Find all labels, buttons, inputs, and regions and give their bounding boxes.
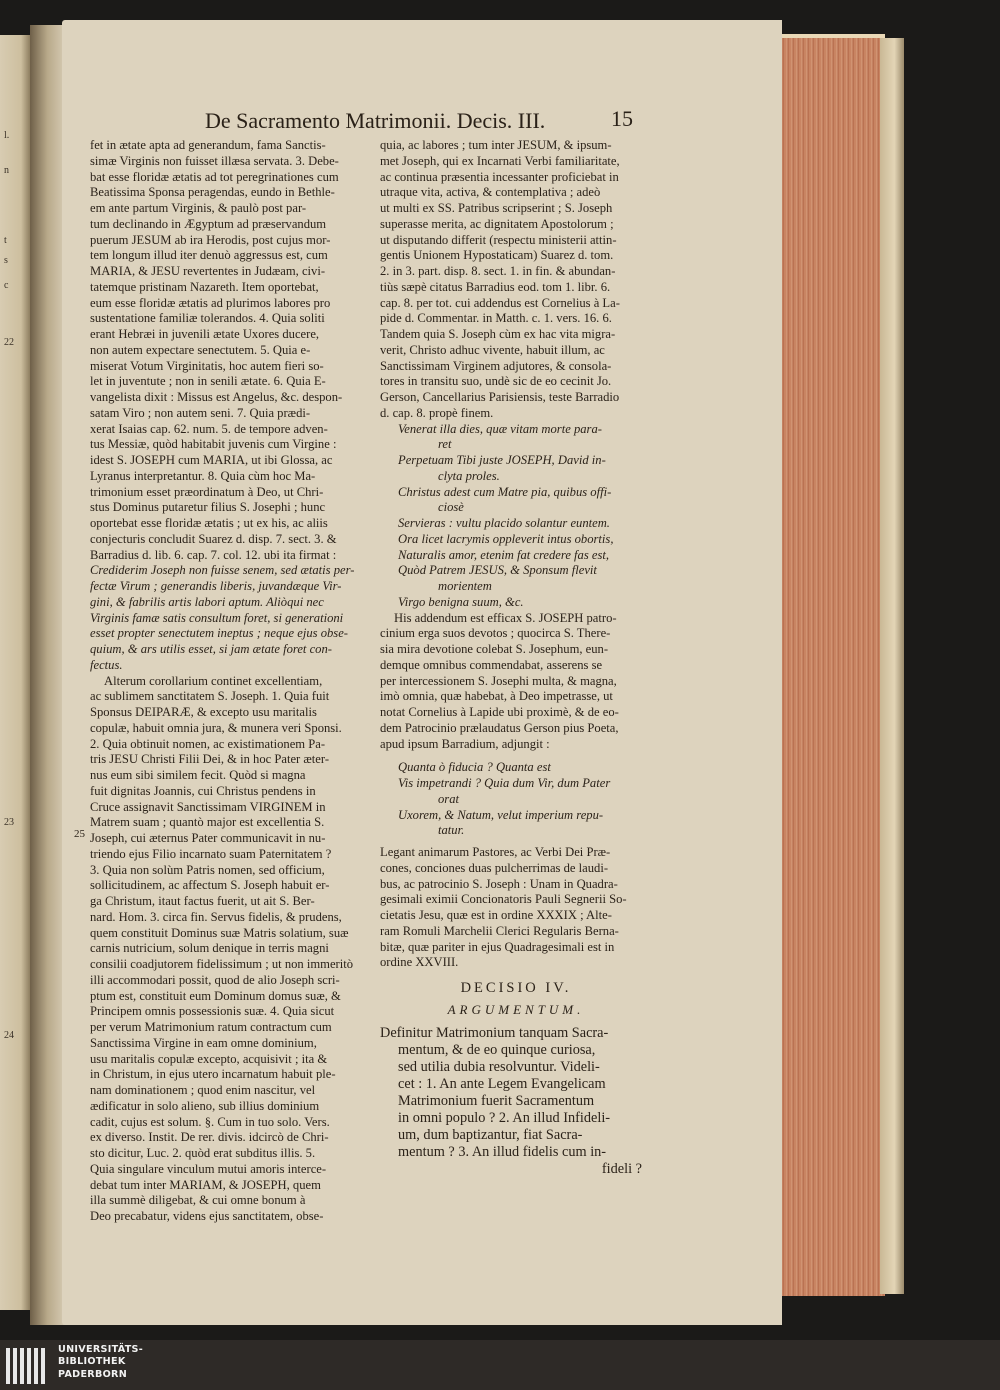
library-footer-bar — [0, 1340, 1000, 1390]
left-page-fragment — [0, 35, 30, 1310]
left-column-line: oportebat esse floridæ ætatis ; ut ex his, ac aliis — [90, 516, 328, 530]
left-column-line: ga Christum, itaut factus fuerit, ut ait S. Ber- — [90, 894, 315, 908]
left-column-line: carnis nutricium, solum denique in terris magni — [90, 941, 329, 956]
left-column-line: miserat Votum Virginitatis, hoc autem fieri so- — [90, 358, 324, 373]
right-column-prose-line: verit, Christo adhuc vivente, habuit illum, ac — [380, 342, 605, 357]
right-column-prose-line: 2. in 3. part. disp. 8. sect. 1. in fin. & abundan- — [380, 264, 616, 278]
right-column-prose-line: d. cap. 8. propè finem. — [380, 405, 494, 420]
right-column-prose-line: tiùs sæpè citatus Barradius eod. tom 1. libr. 6. — [380, 279, 611, 294]
poem-1-line: Servieras : vultu placido solantur euntem. — [398, 516, 610, 530]
left-column-line: fet in ætate apta ad generandum, fama Sanctis- — [90, 138, 326, 152]
poem-1-line: Naturalis amor, etenim fat credere fas est, — [398, 547, 610, 562]
left-column-line: MARIA, & JESU revertentes in Judæam, civi- — [90, 264, 326, 278]
left-margin-mark: s — [4, 255, 8, 266]
right-column-prose-3-line: ordine XXVIII. — [380, 955, 459, 970]
decisio-heading: DECISIO IV. — [460, 980, 572, 996]
left-column-line: copulæ, habuit omnia jura, & munera veri Sponsi. — [90, 720, 342, 735]
left-column-line: Deo precabatur, videns ejus sanctitatem, obse- — [90, 1209, 324, 1223]
poem-1-line: ciosè — [438, 500, 464, 515]
left-column-line: sollicitudinem, ac affectum S. Joseph habuit er- — [90, 878, 330, 893]
left-column-line: ex diverso. Instit. De rer. divis. idcircò de Chri- — [90, 1130, 329, 1145]
right-column-prose-line: cap. 8. per tot. cui addendus est Cornelius à La- — [380, 295, 620, 310]
left-column-line: nam dominationem ; quod enim nascitur, vel — [90, 1083, 316, 1097]
left-column-line: tem longum illud iter denuò aggressus est, cum — [90, 248, 328, 263]
right-column-prose-2-line: imò omnia, quæ habebat, à Deo impetrasse, ut — [380, 689, 613, 704]
right-column-prose-line: superasse merita, ac dignitatem Apostolorum ; — [380, 216, 614, 231]
left-column-line: 2. Quia obtinuit nomen, ac existimationem Pa- — [90, 736, 326, 751]
right-column-prose-line: Sanctissimam Virginem adjutores, & consola- — [380, 358, 612, 373]
right-column-prose-3-line: cones, conciones duas pulcherrimas de laudi- — [380, 860, 609, 875]
left-column-line: tus Messiæ, quòd habitabit juvenis cum Virgine : — [90, 437, 337, 452]
left-column-line: eum esse floridæ ætatis ad plurimos labores pro — [90, 295, 331, 310]
right-column-prose-2-line: notat Cornelius à Lapide ubi proximè, & de eo- — [380, 705, 619, 719]
left-column-line: esset propter senectutem ineptus ; neque ejus obse- — [90, 626, 348, 641]
left-column-line: vangelista dixit : Missus est Angelus, &c. despon- — [90, 390, 343, 404]
left-column-line: Quia singulare vinculum mutui amoris interce- — [90, 1161, 327, 1176]
left-column-line: per verum Matrimonium ratum contractum cum — [90, 1020, 332, 1034]
left-column-line: erant Hebræi in juvenili ætate Uxores ducere, — [90, 327, 320, 341]
left-column-line: xerat Isaias cap. 62. num. 5. de tempore adven- — [90, 421, 328, 436]
left-column-line: Sanctissima Virgine in eam omne dominium, — [90, 1035, 317, 1050]
argumentum-heading: ARGUMENTUM. — [447, 1002, 585, 1017]
left-column-line: stus Dominus putaretur filius S. Josephi ; hunc — [90, 500, 326, 515]
right-column-prose-line: ac continua præsentia incessanter proficiebat in — [380, 169, 619, 184]
left-column-line: bat esse floridæ ætatis ad tot peregrinationes cum — [90, 169, 339, 184]
left-column-line: conjecturis concludit Suarez d. disp. 7. sect. 3. & — [90, 531, 337, 546]
left-column-line: quem constituit Dominus suæ Matris solatium, suæ — [90, 925, 349, 940]
right-column-prose-3-line: gesimali eximii Concionatoris Pauli Segnerii So- — [380, 892, 627, 907]
left-column-line: Beatissima Sponsa peragendas, eundo in Bethle- — [90, 185, 335, 200]
left-column-line: ptum est, constituit eum Dominum domus suæ, & — [90, 988, 341, 1003]
right-column-prose-line: ut disputando differit (respectu ministerii attin- — [380, 232, 617, 247]
left-column-line: Crediderim Joseph non fuisse senem, sed ætatis per- — [90, 563, 355, 578]
left-column-line: ædificatur in solo alieno, sub illius dominium — [90, 1098, 320, 1113]
left-column-line: quium, & ars utilis esset, si jam ætate foret con- — [90, 642, 332, 656]
argumentum-text-line: in omni populo ? 2. An illud Infideli- — [398, 1110, 611, 1126]
right-column-prose-line: met Joseph, qui ex Incarnati Verbi familiaritate, — [380, 153, 620, 168]
argumentum-text-line: Definitur Matrimonium tanquam Sacra- — [380, 1025, 609, 1041]
poem-1-line: Ora licet lacrymis oppleverit intus obortis, — [398, 531, 614, 546]
poem-1-line: clyta proles. — [438, 468, 500, 483]
left-column-line: usu maritalis copulæ excepto, acquisivit ; ita & — [90, 1051, 328, 1066]
right-column-prose-line: utraque vita, activa, & contemplativa ; adeò — [380, 185, 601, 200]
left-column-line: Alterum corollarium continet excellentiam, — [104, 673, 323, 688]
left-column-line: fectæ Virum ; generandis liberis, juvandæque Vir- — [90, 579, 342, 593]
left-text-column — [90, 138, 368, 1225]
left-column-line: Joseph, cui æternus Pater communicavit in nu- — [90, 831, 326, 845]
left-column-line: Barradius d. lib. 6. cap. 7. col. 12. ubi ita firmat : — [90, 547, 337, 562]
right-column-prose-3-line: bus, ac patrocinio S. Joseph : Unam in Quadra- — [380, 876, 618, 891]
left-column-line: non autem expectare senectutem. 5. Quia e- — [90, 342, 311, 357]
argumentum-text-line: mentum ? 3. An illud fidelis cum in- — [398, 1144, 607, 1160]
book-cover-edge — [880, 38, 904, 1294]
argumentum-text-line: fideli ? — [601, 1161, 642, 1177]
left-column-line: triendo ejus Filio incarnato suam Paternitatem ? — [90, 846, 332, 861]
left-column-line: 3. Quia non solùm Patris nomen, sed officium, — [90, 862, 325, 877]
argumentum-text-line: cet : 1. An ante Legem Evangelicam — [398, 1076, 606, 1092]
left-margin-mark: 24 — [4, 1030, 14, 1041]
left-column-line: Virginis famæ satis consultum foret, si generationi — [90, 610, 344, 625]
right-column-prose-3-line: Legant animarum Pastores, ac Verbi Dei Præ- — [380, 845, 611, 859]
left-column-line: Principem omnis possessionis suæ. 4. Quia sicut — [90, 1004, 335, 1019]
page-number: 15 — [611, 106, 633, 131]
right-column-prose-line: ut multi ex SS. Patribus scripserint ; S. Joseph — [380, 201, 613, 215]
right-column-prose-3-line: cietatis Jesu, quæ est in ordine XXXIX ; Alte- — [380, 908, 612, 922]
left-margin-mark: c — [4, 280, 9, 291]
left-column-line: Cruce assignavit Sanctissimam VIRGINEM in — [90, 799, 326, 814]
margin-note-number: 25 — [74, 828, 85, 840]
right-column-prose-2-line: His addendum est efficax S. JOSEPH patro- — [394, 610, 617, 625]
left-column-line: trimonium esset præordinatum à Deo, ut Chri- — [90, 484, 324, 499]
left-column-line: satam Viro ; non autem seni. 7. Quia prædi- — [90, 405, 311, 420]
right-column-prose-2-line: dem Patrocinio prælaudatus Gerson pius Poeta, — [380, 720, 619, 735]
poem-2-line: Uxorem, & Natum, velut imperium repu- — [398, 807, 604, 822]
right-column-prose-line: quia, ac labores ; tum inter JESUM, & ipsum- — [380, 138, 612, 152]
right-text-column — [380, 138, 652, 1178]
right-column-prose-2-line: apud ipsum Barradium, adjungit : — [380, 736, 550, 751]
right-column-prose-3-line: bitæ, quæ pariter in ejus Quadragesimali est in — [380, 939, 615, 954]
poem-1-line: Christus adest cum Matre pia, quibus offi- — [398, 484, 612, 499]
right-column-prose-line: gentis Unionem Hypostaticam) Suarez d. tom. — [380, 248, 614, 263]
right-column-prose-2-line: sia mira devotione colebat S. Josephum, eun- — [380, 642, 609, 656]
left-column-line: consilii coadjutorem fidelissimum ; ut non immeritò — [90, 957, 354, 971]
right-column-prose-2-line: per intercessionem S. Josephi multa, & magna, — [380, 673, 617, 688]
poem-1-line: Perpetuam Tibi juste JOSEPH, David in- — [398, 453, 606, 467]
left-column-line: debat tum inter MARIAM, & JOSEPH, quem — [90, 1177, 321, 1192]
left-column-line: nus eum sibi similem fecit. Quòd si magna — [90, 768, 306, 782]
right-column-prose-line: Tandem quia S. Joseph cùm ex hac vita migra- — [380, 327, 616, 341]
left-column-line: sustentatione familiæ tolerandos. 4. Quia soliti — [90, 311, 325, 326]
left-column-line: em ante partum Virginis, & paulò post par- — [90, 201, 307, 215]
right-column-prose-2-line: cinium erga suos devotos ; quocirca S. There- — [380, 626, 611, 641]
left-column-line: let in juventute ; non in senili ætate. 6. Quia E- — [90, 374, 326, 389]
left-column-line: Lyranus interpretantur. 8. Quia cùm hoc Ma- — [90, 468, 316, 483]
left-column-line: simæ Virginis non fuisset illæsa servata. 3. Debe- — [90, 153, 339, 168]
poem-1-line: Venerat illa dies, quæ vitam morte para- — [398, 421, 602, 436]
running-title: De Sacramento Matrimonii. Decis. III. — [205, 108, 546, 133]
poem-2-line: Quanta ò fiducia ? Quanta est — [398, 760, 551, 775]
argumentum-text-line: um, dum baptizantur, fiat Sacra- — [398, 1127, 583, 1143]
left-margin-mark: 22 — [4, 337, 14, 348]
left-column-line: cadit, cujus est solum. §. Cum in tuo solo. Vers. — [90, 1114, 330, 1129]
right-column-prose-2-line: demque omnibus commendabat, asserens se — [380, 657, 603, 672]
poem-2-line: tatur. — [438, 823, 465, 838]
left-column-line: fuit dignitas Joannis, cui Christus pendens in — [90, 783, 316, 798]
left-margin-mark: l. — [4, 130, 10, 141]
poem-1-line: morientem — [438, 579, 492, 593]
university-library-logo-icon — [6, 1346, 50, 1386]
poem-2-line: Vis impetrandi ? Quia dum Vir, dum Pater — [398, 776, 611, 790]
left-column-line: illa summè diligebat, & cui omne bonum à — [90, 1193, 306, 1208]
left-column-line: in Christum, in ejus utero incarnatum habuit ple- — [90, 1067, 336, 1082]
right-column-prose-line: Gerson, Cancellarius Parisiensis, teste Barradio — [380, 390, 620, 404]
left-margin-mark: t — [4, 235, 7, 246]
poem-1-line: ret — [438, 437, 452, 452]
left-column-line: gini, & fabrilis artis labori aptum. Aliòqui nec — [90, 594, 324, 609]
right-column-prose-line: tores in transitu suo, undè sic de eo cecinit Jo. — [380, 374, 612, 389]
left-column-line: ac sublimem sanctitatem S. Joseph. 1. Quia fuit — [90, 689, 330, 704]
left-column-line: Matrem suam ; quantò major est excellentia S. — [90, 815, 325, 830]
right-column-prose-line: pide d. Commentar. in Matth. c. 1. vers. 16. 6. — [380, 311, 612, 326]
left-margin-mark: n — [4, 165, 9, 176]
library-name — [58, 1344, 143, 1381]
left-column-line: illi accommodari possit, quod de alio Joseph scri- — [90, 972, 340, 987]
left-margin-mark: 23 — [4, 817, 14, 828]
left-column-line: puerum JESUM ab ira Herodis, post cujus mor- — [90, 232, 331, 247]
poem-2-line: orat — [438, 791, 459, 806]
library-name-line: BIBLIOTHEK — [58, 1356, 126, 1368]
library-name-line: PADERBORN — [58, 1368, 128, 1380]
left-column-line: tatemque pristinam Nazareth. Item oportebat, — [90, 279, 319, 294]
right-column-prose-3-line: ram Romuli Marchelii Clerici Regularis Berna- — [380, 923, 619, 938]
left-column-line: sto dicitur, Luc. 2. quòd erat subditus illis. 5. — [90, 1146, 316, 1160]
book-gutter — [30, 25, 65, 1325]
left-column-line: tum declinando in Ægyptum ad præservandum — [90, 216, 327, 231]
left-column-line: fectus. — [90, 657, 123, 672]
argumentum-text-line: sed utilia dubia resolvuntur. Videli- — [398, 1059, 600, 1075]
left-column-line: idest S. JOSEPH cum MARIA, ut ibi Glossa, ac — [90, 453, 333, 467]
left-column-line: Sponsus DEIPARÆ, & excepto usu maritalis — [90, 705, 317, 719]
left-column-line: nard. Hom. 3. circa fin. Servus fidelis, & prudens, — [90, 909, 342, 924]
poem-1-line: Quòd Patrem JESUS, & Sponsum flevit — [398, 563, 597, 578]
argumentum-text-line: mentum, & de eo quinque curiosa, — [398, 1042, 596, 1058]
library-name-line: UNIVERSITÄTS- — [58, 1344, 144, 1355]
spacer — [380, 752, 652, 760]
argumentum-text-line: Matrimonium fuerit Sacramentum — [398, 1093, 595, 1109]
left-column-line: tris JESU Christi Filii Dei, & in hoc Pater æter- — [90, 752, 330, 767]
poem-1-line: Virgo benigna suum, &c. — [398, 594, 524, 609]
